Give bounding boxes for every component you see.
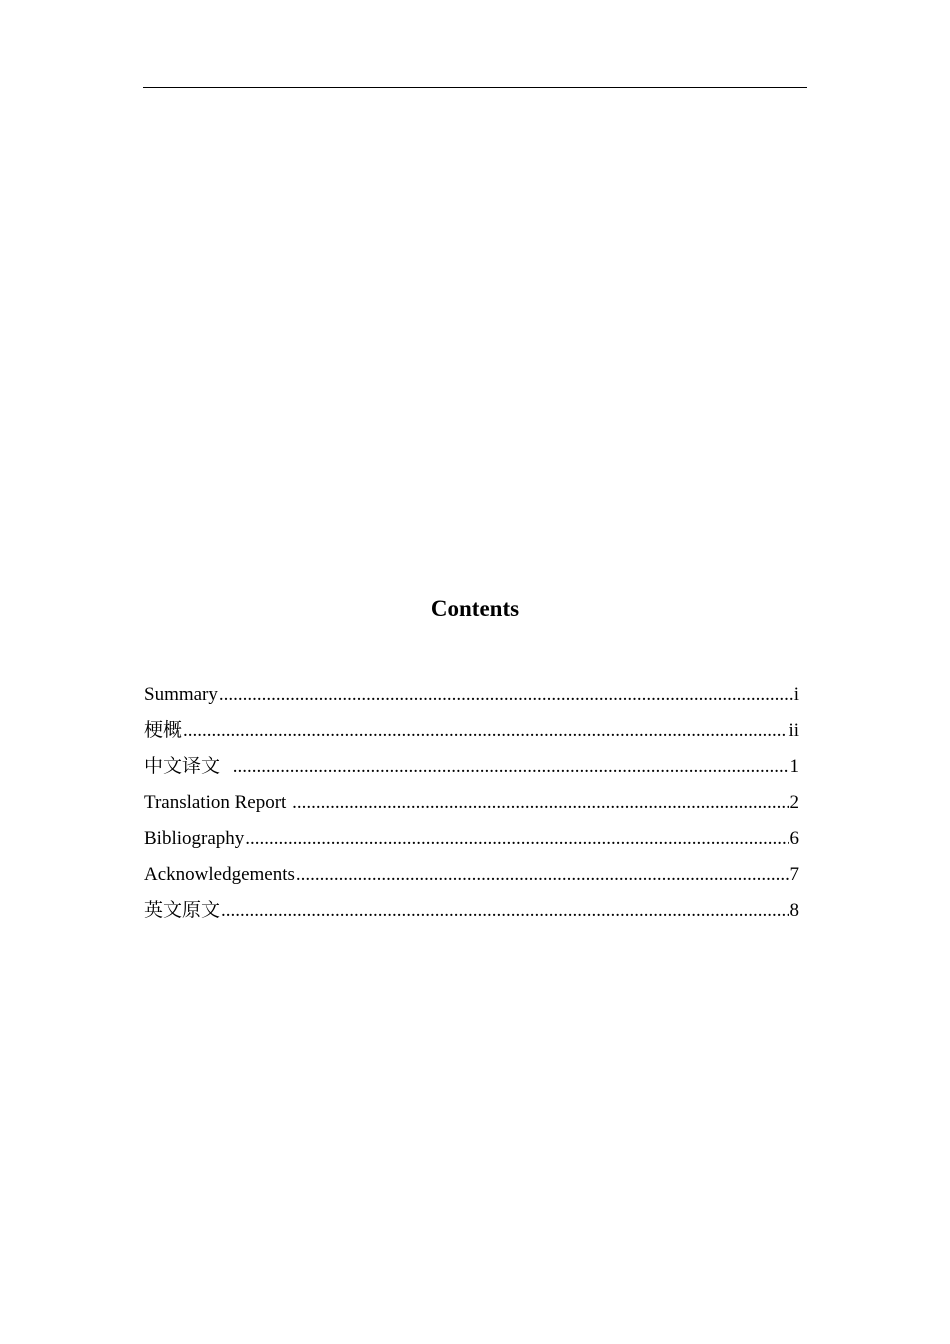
toc-entry-chinese-summary[interactable] (144, 717, 799, 753)
toc-entry-chinese-translation[interactable] (144, 753, 799, 789)
toc-entry-translation-report[interactable] (144, 789, 799, 825)
toc-entry-label: 英文原文 (144, 900, 221, 921)
toc-entry-page: 1 (789, 756, 799, 777)
toc-dot-leader (292, 789, 788, 817)
toc-entry-label: Summary (144, 684, 218, 705)
toc-title: Contents (430, 596, 520, 621)
toc-dot-leader (245, 825, 788, 853)
toc-entry-acknowledgements[interactable] (144, 861, 799, 897)
toc-dot-leader (183, 717, 787, 745)
toc-entry-label: 梗概 (144, 720, 183, 741)
header-rule (143, 87, 807, 88)
toc-entry-page: ii (788, 720, 799, 741)
toc-entry-page: 6 (789, 828, 799, 849)
toc-dot-leader (296, 861, 789, 889)
toc-entry-label: Bibliography (144, 828, 245, 849)
toc-entry-page: i (793, 684, 799, 705)
toc-entry-label: Acknowledgements (144, 864, 295, 885)
toc-entry-bibliography[interactable] (144, 825, 799, 861)
toc-entry-label: 中文译文 (144, 756, 225, 777)
toc-dot-leader (233, 753, 789, 781)
toc-dot-leader (221, 897, 788, 925)
toc-entry-english-original[interactable] (144, 897, 799, 933)
toc-entry-page: 8 (789, 900, 799, 921)
toc-entry-page: 7 (789, 864, 799, 885)
toc-entry-summary[interactable] (144, 681, 799, 717)
toc-entry-page: 2 (789, 792, 799, 813)
toc-dot-leader (219, 681, 793, 709)
table-of-contents (144, 681, 799, 933)
toc-entry-label: Translation Report (144, 792, 292, 813)
